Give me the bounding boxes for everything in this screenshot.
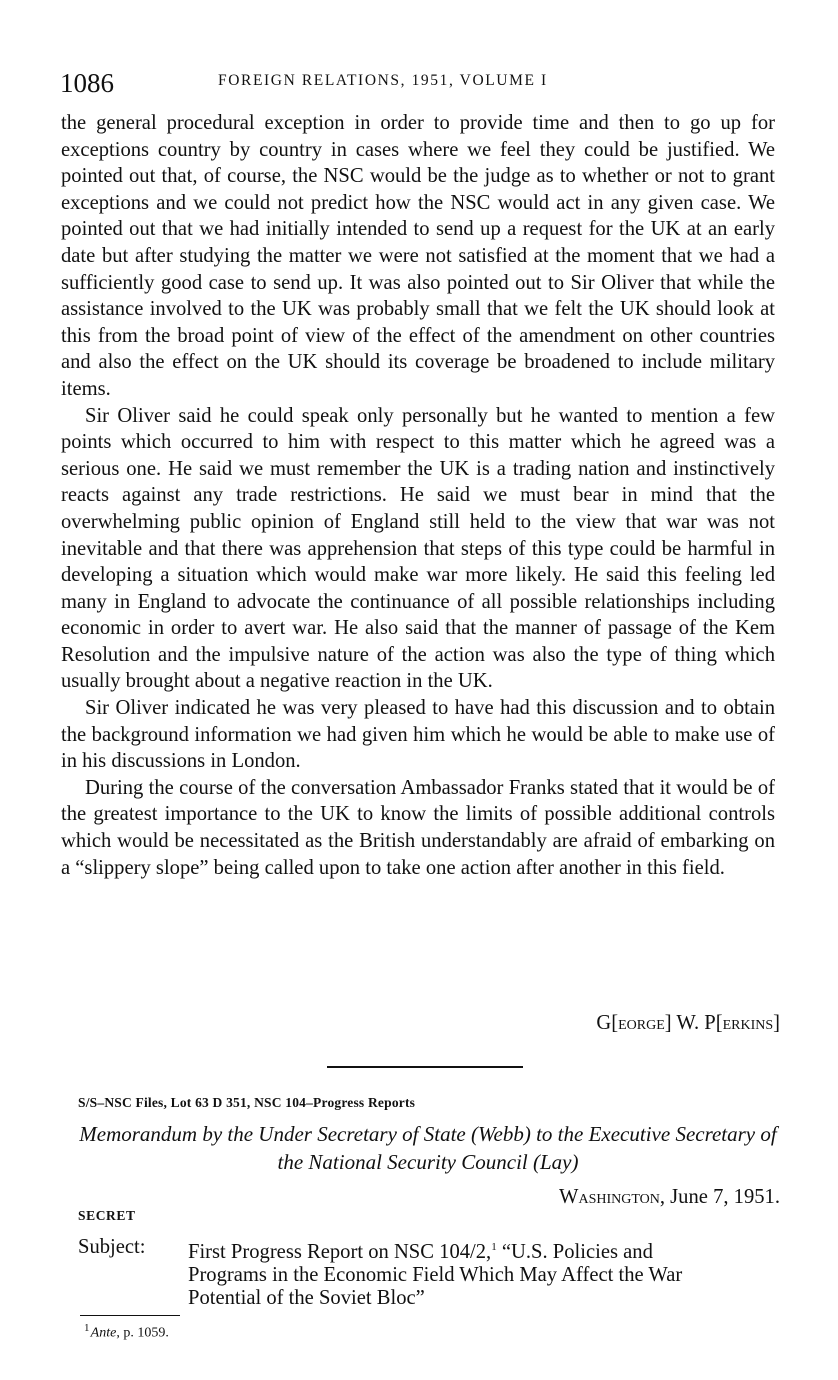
page-number: 1086	[60, 68, 114, 98]
classification-label: SECRET	[78, 1208, 136, 1223]
paragraph: Sir Oliver indicated he was very pleased to have had this discussion and to obtain the background information we had given him which he would be able to make use of in his discussions in London.	[61, 697, 775, 773]
signature-part: erkins	[722, 1012, 774, 1034]
subject-line: Potential of the Soviet Bloc”	[188, 1286, 425, 1309]
footnote-italic: Ante	[90, 1325, 117, 1341]
paragraph: During the course of the conversation Ambassador Franks stated that it would be of the greatest importance to the UK to know the limits of possible additional controls which would be necessitated as the British understandably are afraid of embarking on a “slippery slope” being called upon to take one action after another in this field.	[61, 776, 775, 879]
subject-text	[188, 1236, 780, 1310]
page-header	[60, 62, 780, 102]
subject-line-text: “U.S. Policies and	[496, 1240, 653, 1263]
document-title: Memorandum by the Under Secretary of State (Webb) to the Executive Secretary of the National Security Council (Lay)	[79, 1122, 777, 1174]
signature-part: ]	[773, 1012, 780, 1034]
dateline-city: Washington	[559, 1186, 660, 1208]
signature	[596, 1012, 780, 1035]
dateline	[559, 1186, 780, 1209]
signature-part: G[	[596, 1012, 619, 1034]
footnote-text: , p. 1059.	[116, 1325, 169, 1341]
subject-line	[188, 1236, 780, 1264]
section-divider	[327, 1066, 523, 1068]
body-text	[61, 110, 775, 881]
subject-line: Programs in the Economic Field Which May Affect the War	[188, 1263, 683, 1286]
subject-line-text: First Progress Report on NSC 104/2,	[188, 1240, 492, 1263]
paragraph: Sir Oliver said he could speak only personally but he wanted to mention a few points which occurred to him with respect to this matter which he agreed was a serious one. He said we must remember the UK is a trading nation and instinctively reacts against any trade restrictions. He said we must bear in mind that the overwhelming public opinion of England still held to the view that war was not inevitable and that there was apprehension that steps of this type could be harmful in developing a situation which would make war more likely. He said this feeling led many in England to advocate the continuance of all possible relationships including economic in order to avert war. He also said that the manner of passage of the Kem Resolution and the impulsive nature of the action was also the type of thing which usually brought about a negative reaction in the UK.	[61, 404, 775, 693]
dateline-date: , June 7, 1951.	[659, 1186, 780, 1208]
footnote-ref: 1	[491, 1241, 497, 1253]
running-title: FOREIGN RELATIONS, 1951, VOLUME I	[218, 72, 548, 89]
footnote	[84, 1322, 169, 1342]
subject-block	[78, 1236, 780, 1310]
source-citation: S/S–NSC Files, Lot 63 D 351, NSC 104–Progress Reports	[78, 1095, 416, 1110]
signature-part: ] W. P[	[664, 1012, 723, 1034]
subject-label: Subject:	[78, 1236, 146, 1258]
paragraph: the general procedural exception in order to provide time and then to go up for exceptions country by country in cases where we feel they could be justified. We pointed out that, of course, the NSC would be the judge as to whether or not to grant exceptions and we could not predict how the NSC would act in any given case. We pointed out that we had initially intended to send up a request for the UK at an early date but after studying the matter we were not satisfied at the moment that we had a sufficiently good case to send up. It was also pointed out to Sir Oliver that while the assistance involved to the UK was probably small that we felt the UK should look at this from the broad point of view of the effect of the amendment on other countries and also the effect on the UK should its coverage be broadened to include military items.	[61, 112, 775, 400]
signature-part: eorge	[618, 1012, 665, 1034]
footnote-divider	[80, 1315, 180, 1316]
footnote-number: 1	[84, 1322, 90, 1334]
